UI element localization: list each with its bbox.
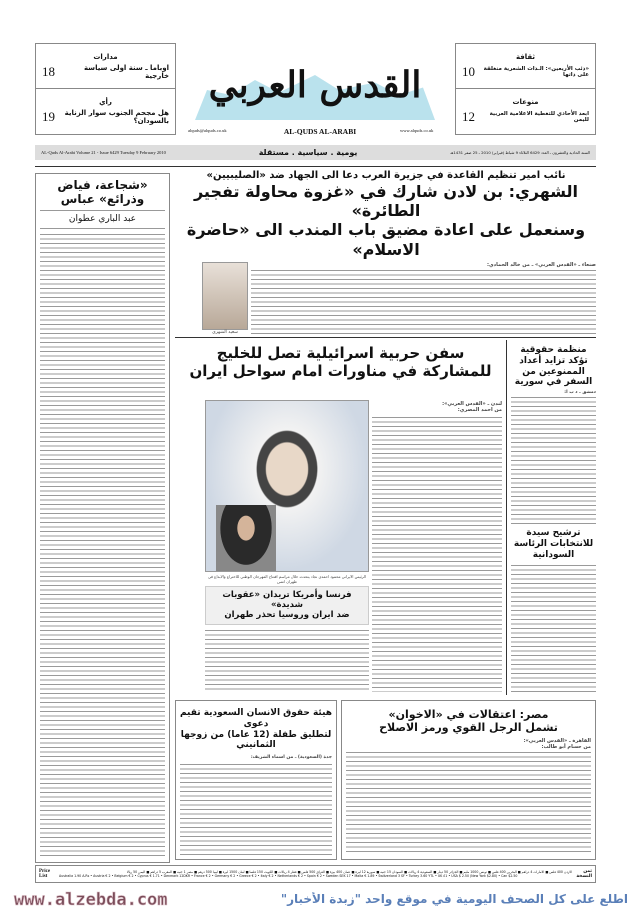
iran-sub-body [205,628,369,692]
iran-left [205,400,369,692]
iran-right [372,401,502,692]
teaser-section: رأي [99,98,112,106]
iran-photo-caption: الرئيس الايراني محمود احمدي نجاد يتحدث خلال مراسم افتتاح المهرجان الوطني للاختراع والابداع في طهران امس [208,574,366,584]
egypt-dateline: القاهرة ـ «القدس العربي»: [523,738,591,745]
logo-english: AL-QUDS AL-ARABI [283,127,357,136]
price-label-ar: ثمن النسخة [576,869,592,879]
saudi-headline[interactable]: هيئة حقوق الانسان السعودية تقيم دعوى [179,708,332,729]
lead-byline: صنعاء ـ «القدس العربي» ـ من خالد الحمادي: [486,261,596,268]
email-link[interactable]: alquds@alquds.co.uk [188,128,227,133]
iran-sub-headline[interactable]: فرنسا وأمريكا تريدان «عقوبات شديدة» [222,590,352,611]
divider [506,340,507,695]
teaser-section: مدارات [93,52,118,61]
sidebar [511,345,596,692]
saudi-dateline: جدة (السعودية) ـ من اسماء الشريف: [250,755,332,761]
egypt-headline-2[interactable]: تشمل الرجل القوي ورمز الاصلاح [379,721,558,735]
price-label: Price List [39,869,51,879]
egypt-headline[interactable]: مصر: اعتقالات في «الاخوان» [388,708,549,721]
teaser-title[interactable]: «ذئب الأربعين»: الـذات الشعرية منغلقة على ذاتها [483,65,589,78]
teaser-title[interactable]: ابعد الأحادي للتغطية الاعلامية العربية لليمن [489,111,589,123]
teaser-section: ثقافة [515,52,536,61]
sidebar-body-2 [511,563,596,692]
price-intl: Australia 1.90 A.Rs • Austria € 2 • Belgium € 2 • Cyprus € 1.71 • Denmark 12DKR • France € 2 • Germany € 2 • Greece € 2 • Italy € 2 • Netherlands € 2 • Spain € 2 • Sweden SEK 17 • Malta € 1.89 • Switzerland 3 SF • Turkey 3.60 YTL • UK £1 • USA $ 2.50 (New York $2.80) • Can $2.50 [59,874,518,878]
sidebar-dateline: دمشق ـ د ب ا: [564,390,596,396]
teaser-section: منوعات [512,98,539,106]
lead-story [176,170,596,335]
lead-photo-caption: سعيد الشهري [212,330,238,335]
iran-headline-2[interactable]: للمشاركة في مناورات امام سواحل ايران [189,362,492,380]
iran-headline[interactable]: سفن حربية اسرائيلية تصل للخليج [216,344,465,362]
opinion-title[interactable]: «شجاعة، فياض وذرائع» عباس [57,178,148,207]
egypt-author: من حسام أبو طالب: [541,744,591,751]
price-arab: الاردن 400 فلس ■ الامارات 4 دراهم ■ البحرين 400 فلس ■ تونس 1000 مليم ■ الجزائر 50 دينار ■ السعودية 4 ريالات ■ السودان 15 جنيه ■ سورية 12 ليرة ■ عمان 400 بيزة ■ العراق 500 فلس ■ قطر 4 ريالات ■ الكويت 150 فلسا ■ لبنان 1500 ليرة ■ ليبيا 500 درهم ■ مصر 1 جنيه ■ المغرب 5 دراهم ■ اليمن 50 ريالا [126,870,572,874]
lead-body [251,268,596,335]
iran-sub-box [205,586,369,625]
teaser-title[interactable]: هل مجحم الجنوب سوار الزناية بالسودان؟ [64,109,169,125]
iran-photo [205,400,369,572]
lead-kicker: نائب امير تنظيم القاعدة في جزيرة العرب دعا الى الجهاد ضد «الصليبيين» [206,170,566,181]
opinion-body [40,232,165,858]
opinion-column [35,173,170,863]
iran-headlines [178,344,503,398]
iran-sub-headline-2[interactable]: ضد ايران وروسيا تحذر طهران [224,610,350,621]
website-link[interactable]: www.alquds.co.uk [400,128,434,133]
saudi-headline-2[interactable]: لتطليق طفلة (12 عاما) من زوجها الثمانيني [180,729,332,751]
banner-slogan[interactable]: اطلع على كل الصحف اليومية في موقع واحد "زبدة الأخبار" [280,892,628,906]
egypt-story [341,700,596,860]
teaser-page: 18 [42,63,55,79]
sidebar-body [511,395,596,524]
left-teasers [35,43,176,135]
iran-dateline: لندن ـ «القدس العربي»: [442,401,502,407]
teaser-page: 10 [462,63,475,79]
lead-headline-2[interactable]: وسنعمل على اعادة مضيق باب المندب الى «حاضرة الاسلام» [186,220,586,259]
lead-photo [202,262,248,330]
divider [35,166,596,167]
strip-motto: يومية . سياسية . مستقلة [258,148,358,157]
iran-body [372,415,502,692]
divider [175,337,596,338]
saudi-story [175,700,337,860]
lead-headline[interactable]: الشهري: بن لادن شارك في «غزوة محاولة تفجير الطائرة» [193,182,579,221]
iran-author: من احمد المصري: [457,407,502,413]
teaser-page: 19 [42,109,55,124]
teaser-page: 12 [462,109,475,124]
strip-arabic-date: السنة الحادية والعشرون ـ العدد 6429 الثلاثاء 9 شباط (فبراير) 2010 ـ 25 صفر 1431هـ [450,150,590,155]
price-list [35,865,596,883]
banner-url[interactable]: www.alzebda.com [14,890,168,910]
date-strip [35,145,596,160]
sidebar-headline[interactable]: منظمة حقوقية تؤكد تزايد أعداد الممنوعين من السفر في سورية [514,345,593,388]
teaser-title[interactable]: اوباما ـ سنة اولى سياسة خارجية [83,63,169,80]
opinion-author: عبد الباري عطوان [68,213,137,224]
saudi-body [180,762,332,855]
logo: القدس العربي [208,64,422,106]
strip-english: AL-Quds Al-Arabi Volume 21 - Issue 6429 Tuesday 9 February 2010 [41,150,166,155]
sidebar-headline-2[interactable]: ترشيح سيدة للانتخابات الرئاسة السودانية [511,528,596,560]
iran-photo-inset [216,505,276,571]
right-teasers [455,43,596,135]
egypt-body [346,750,591,855]
